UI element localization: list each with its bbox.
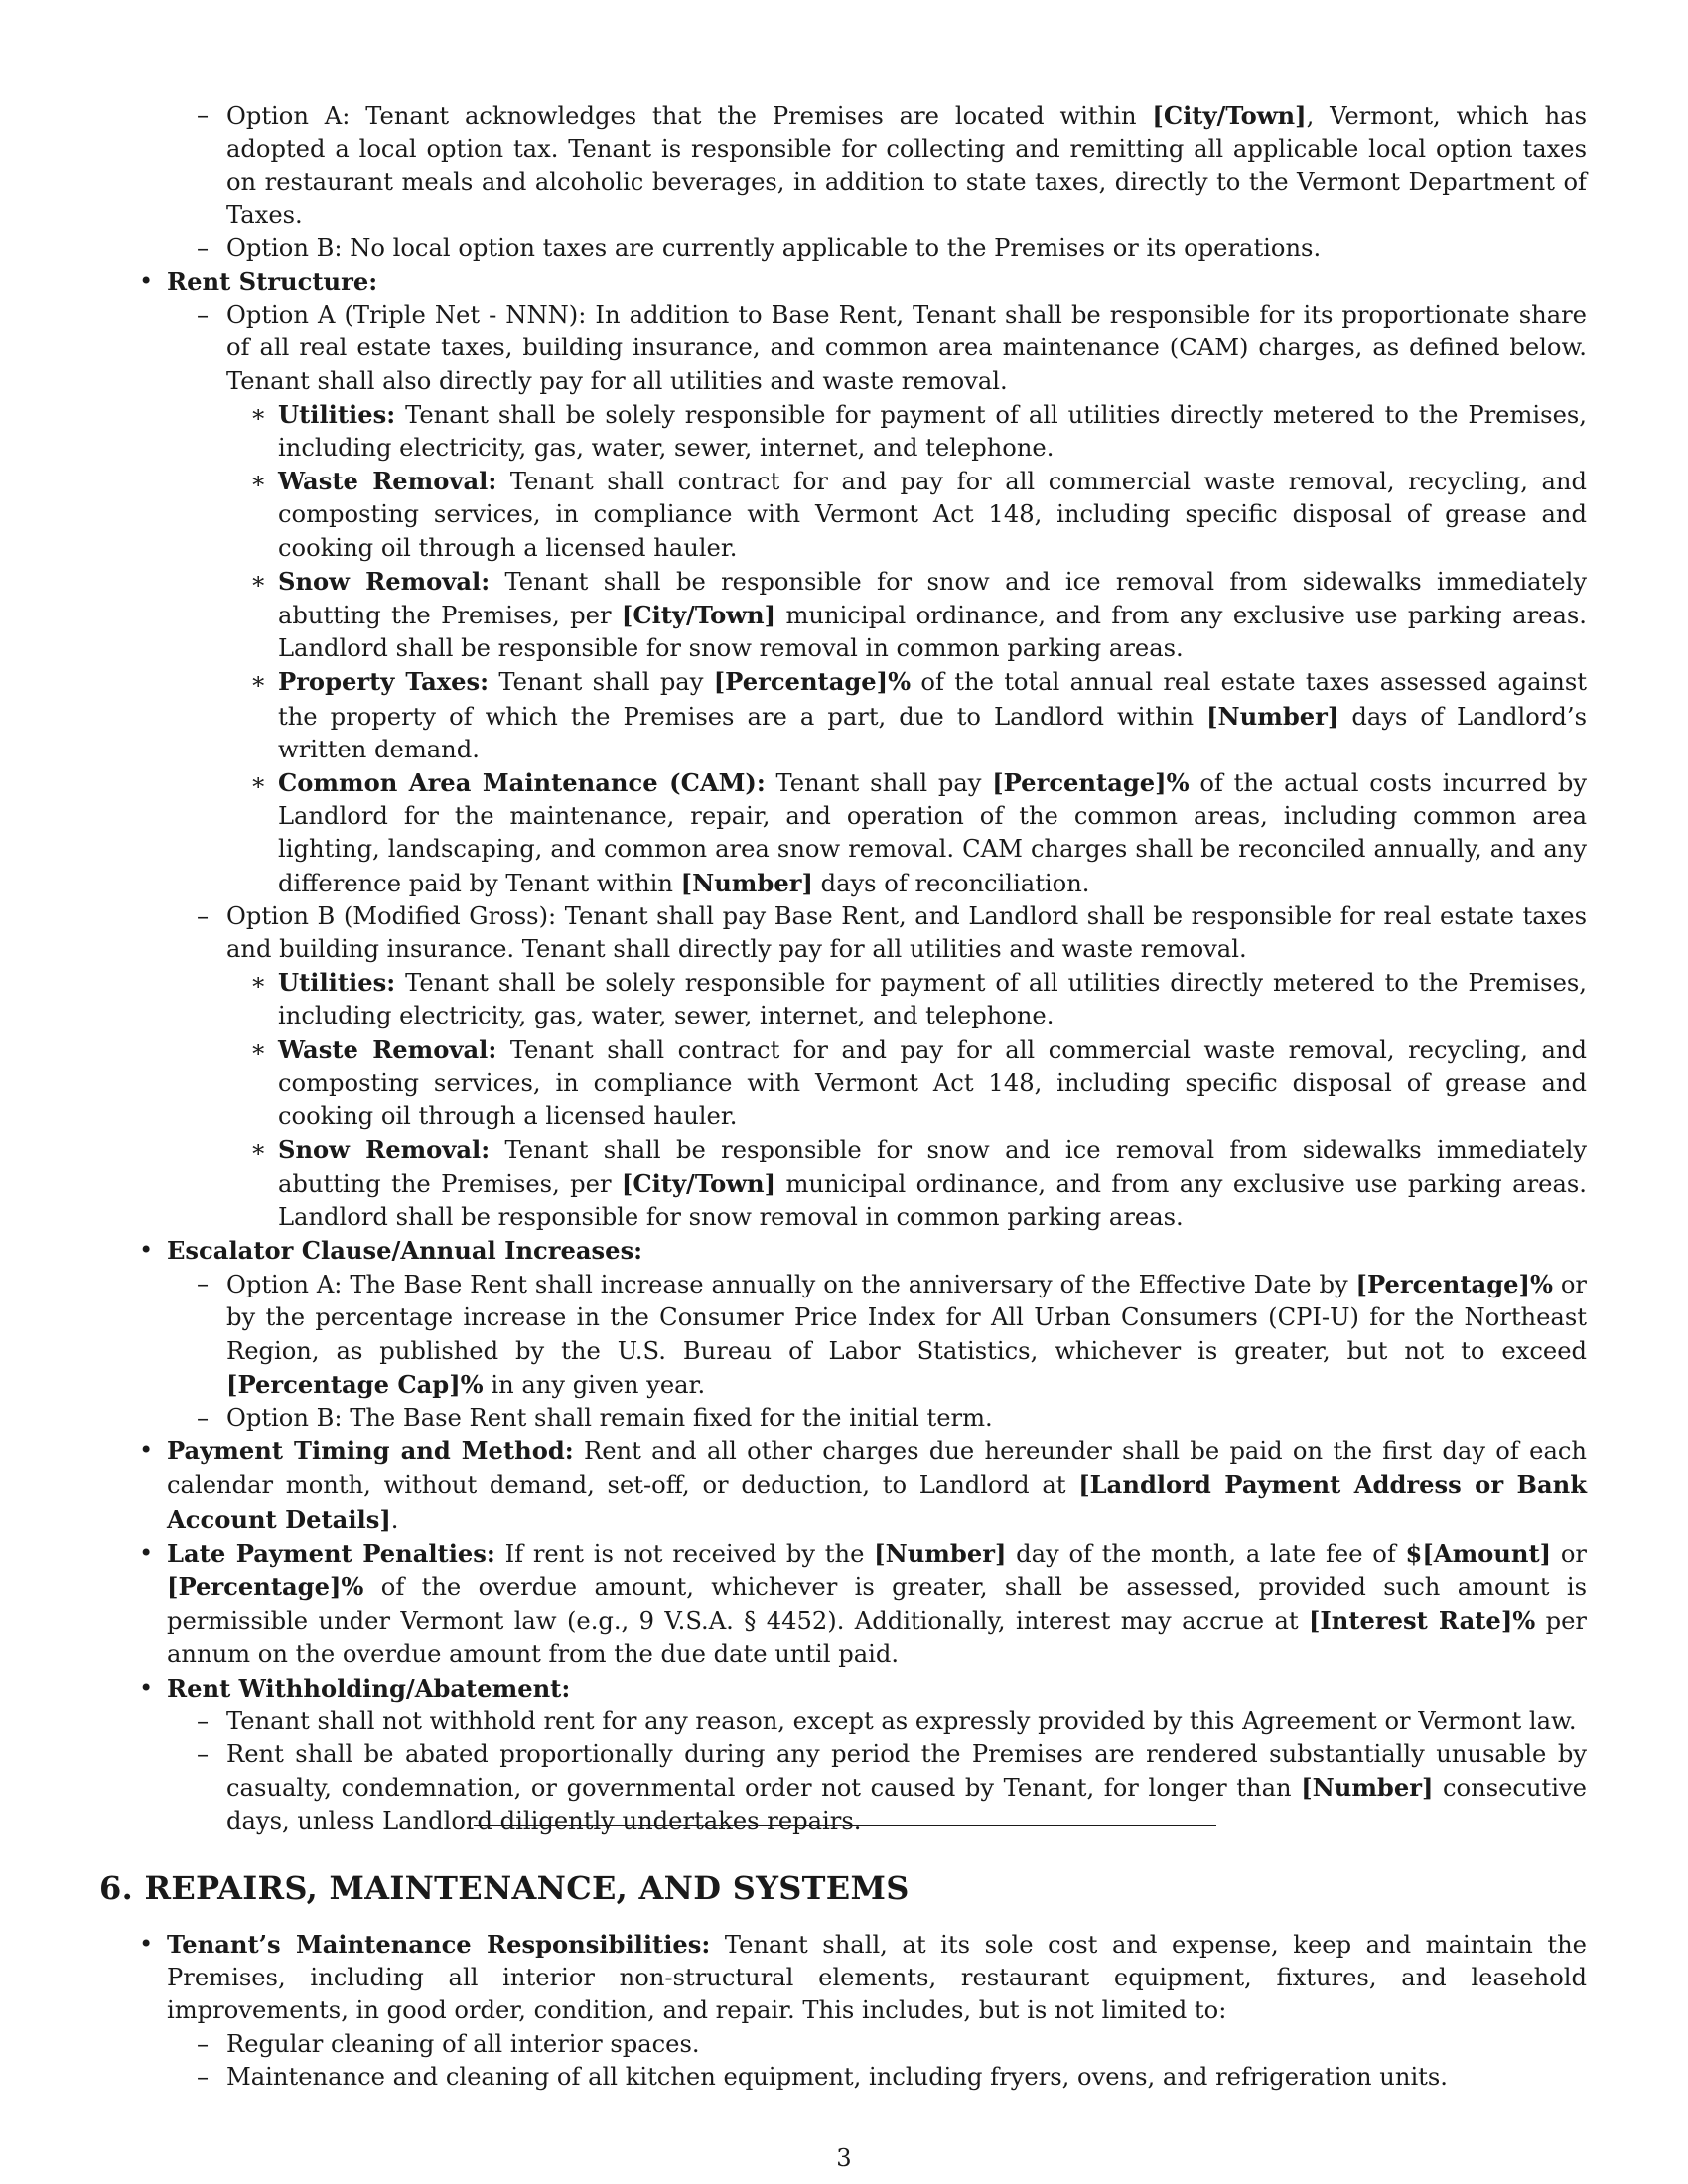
gross-snow-removal: ∗ Snow Removal: Tenant shall be responsible for snow and ice removal from sidewalks immediately abutting the Premises, per [City/Town] municipal ordinance, and from any exclusive use parking areas. Landlord shall be responsible for snow removal in common parking areas. <box>278 1133 1587 1234</box>
escalator-item <box>167 1234 1587 1434</box>
local-tax-option-b: – Option B: No local option taxes are currently applicable to the Premises or its operations. <box>226 232 1587 265</box>
rent-section-body <box>167 99 1587 1839</box>
gross-waste-removal: ∗ Waste Removal: Tenant shall contract for and pay for all commercial waste removal, recycling, and composting services, in compliance with Vermont Act 148, including specific disposal of grease and cooking oil through a licensed hauler. <box>278 1033 1587 1134</box>
section-6-body <box>167 1928 1587 2094</box>
local-tax-option-a: – Option A: Tenant acknowledges that the Premises are located within [City/Town], Vermont, which has adopted a local option tax. Tenant is responsible for collecting and remitting all applicable local option taxes on restaurant meals and alcoholic beverages, in addition to state taxes, directly to the Vermont Department of Taxes. <box>226 99 1587 232</box>
withholding-item-1: – Tenant shall not withhold rent for any reason, except as expressly provided by this Agreement or Vermont law. <box>226 1706 1587 1738</box>
withholding-item-2: – Rent shall be abated proportionally during any period the Premises are rendered substantially unusable by casualty, condemnation, or governmental order not caused by Tenant, for longer than [Number] consecutive days, unless Landlord diligently undertakes repairs. <box>226 1738 1587 1839</box>
maintenance-subitem: – Regular cleaning of all interior spaces. <box>226 2028 1587 2061</box>
local-tax-options <box>226 99 1587 265</box>
nnn-snow-removal: ∗ Snow Removal: Tenant shall be responsible for snow and ice removal from sidewalks immediately abutting the Premises, per [City/Town] municipal ordinance, and from any exclusive use parking areas. Landlord shall be responsible for snow removal in common parking areas. <box>278 565 1587 666</box>
maintenance-subitem: – Maintenance and cleaning of all kitchen equipment, including fryers, ovens, and refrigeration units. <box>226 2061 1587 2094</box>
nnn-utilities: ∗ Utilities: Tenant shall be solely responsible for payment of all utilities directly metered to the Premises, including electricity, gas, water, sewer, internet, and telephone. <box>278 398 1587 465</box>
gross-utilities: ∗ Utilities: Tenant shall be solely responsible for payment of all utilities directly metered to the Premises, including electricity, gas, water, sewer, internet, and telephone. <box>278 966 1587 1032</box>
withholding-label: Rent Withholding/Abatement: <box>167 1673 571 1703</box>
rent-terms-list <box>167 265 1587 1839</box>
section-divider <box>474 1825 1216 1826</box>
nnn-waste-removal: ∗ Waste Removal: Tenant shall contract for and pay for all commercial waste removal, recycling, and composting services, in compliance with Vermont Act 148, including specific disposal of grease and cooking oil through a licensed hauler. <box>278 465 1587 565</box>
escalator-option-a: – Option A: The Base Rent shall increase annually on the anniversary of the Effective Date by [Percentage]% or by the percentage increase in the Consumer Price Index for All Urban Consumers (CPI-U) for the Northeast Region, as published by the U.S. Bureau of Labor Statistics, whichever is greater, but not to exceed [Percentage Cap]% in any given year. <box>226 1268 1587 1402</box>
escalator-option-b: – Option B: The Base Rent shall remain fixed for the initial term. <box>226 1402 1587 1434</box>
rent-structure-option-a: – Option A (Triple Net - NNN): In addition to Base Rent, Tenant shall be responsible for its proportionate share of all real estate taxes, building insurance, and common area maintenance (CAM) charges, as defined below. Tenant shall also directly pay for all utilities and waste removal. ∗ Utilities: Tenant shall be solely responsible for payment of all utilities directly metered to the Premises, including electricity, gas, water, sewer, internet, and telephone. ∗ Waste Removal: Tenant shall contract for and pay for all commercial waste removal, recycling, and composting services, in compliance with Vermont Act 148, including specific disposal of grease and cooking oil through a licensed hauler. ∗ Snow Removal: Tenant shall be responsible for snow and ice removal from sidewalks immediately abutting the Premises, per [City/Town] municipal ordinance, and from any exclusive use parking areas. Landlord shall be responsible for snow removal in common parking areas. ∗ Property Taxes: Tenant shall pay [Percentage]% of the total annual real estate taxes assessed against the property of which the Premises are a part, due to Landlord within [Number] days of Landlord’s written demand. ∗ Common Area Maintenance (CAM): Tenant shall pay [Percentage]% of the actual costs incurred by Landlord for the maintenance, repair, and operation of the common areas, including common area lighting, landscaping, and common area snow removal. CAM charges shall be reconciled annually, and any difference paid by Tenant within [Number] days of reconciliation. <box>226 299 1587 900</box>
rent-structure-label: Rent Structure: <box>167 267 378 297</box>
rent-structure-option-b: – Option B (Modified Gross): Tenant shall pay Base Rent, and Landlord shall be responsible for real estate taxes and building insurance. Tenant shall directly pay for all utilities and waste removal. ∗ Utilities: Tenant shall be solely responsible for payment of all utilities directly metered to the Premises, including electricity, gas, water, sewer, internet, and telephone. ∗ Waste Removal: Tenant shall contract for and pay for all commercial waste removal, recycling, and composting services, in compliance with Vermont Act 148, including specific disposal of grease and cooking oil through a licensed hauler. ∗ Snow Removal: Tenant shall be responsible for snow and ice removal from sidewalks immediately abutting the Premises, per [City/Town] municipal ordinance, and from any exclusive use parking areas. Landlord shall be responsible for snow removal in common parking areas. <box>226 900 1587 1234</box>
escalator-label: Escalator Clause/Annual Increases: <box>167 1235 643 1265</box>
nnn-property-taxes: ∗ Property Taxes: Tenant shall pay [Percentage]% of the total annual real estate taxes assessed against the property of which the Premises are a part, due to Landlord within [Number] days of Landlord’s written demand. <box>278 665 1587 766</box>
rent-structure-item <box>167 265 1587 1234</box>
late-payment-item: • Late Payment Penalties: If rent is not received by the [Number] day of the month, a late fee of $[Amount] or [Percentage]% of the overdue amount, whichever is greater, shall be assessed, provided such amount is permissible under Vermont law (e.g., 9 V.S.A. § 4452). Additionally, interest may accrue at [Interest Rate]% per annum on the overdue amount from the due date until paid. <box>167 1537 1587 1672</box>
payment-item: • Payment Timing and Method: Rent and all other charges due hereunder shall be paid on the first day of each calendar month, without demand, set-off, or deduction, to Landlord at [Landlord Payment Address or Bank Account Details]. <box>167 1434 1587 1537</box>
placeholder-city-town: [City/Town] <box>1152 101 1307 130</box>
section-6-title: 6. REPAIRS, MAINTENANCE, AND SYSTEMS <box>99 1869 910 1907</box>
tenant-maintenance-item: • Tenant’s Maintenance Responsibilities: Tenant shall, at its sole cost and expense, keep and maintain the Premises, including all interior non-structural elements, restaurant equipment, fixtures, and leasehold improvements, in good order, condition, and repair. This includes, but is not limited to: – Regular cleaning of all interior spaces. – Maintenance and cleaning of all kitchen equipment, including fryers, ovens, and refrigeration units. <box>167 1928 1587 2094</box>
page-number: 3 <box>836 2144 852 2172</box>
withholding-item <box>167 1672 1587 1839</box>
nnn-cam: ∗ Common Area Maintenance (CAM): Tenant shall pay [Percentage]% of the actual costs incurred by Landlord for the maintenance, repair, and operation of the common areas, including common area lighting, landscaping, and common area snow removal. CAM charges shall be reconciled annually, and any difference paid by Tenant within [Number] days of reconciliation. <box>278 766 1587 900</box>
